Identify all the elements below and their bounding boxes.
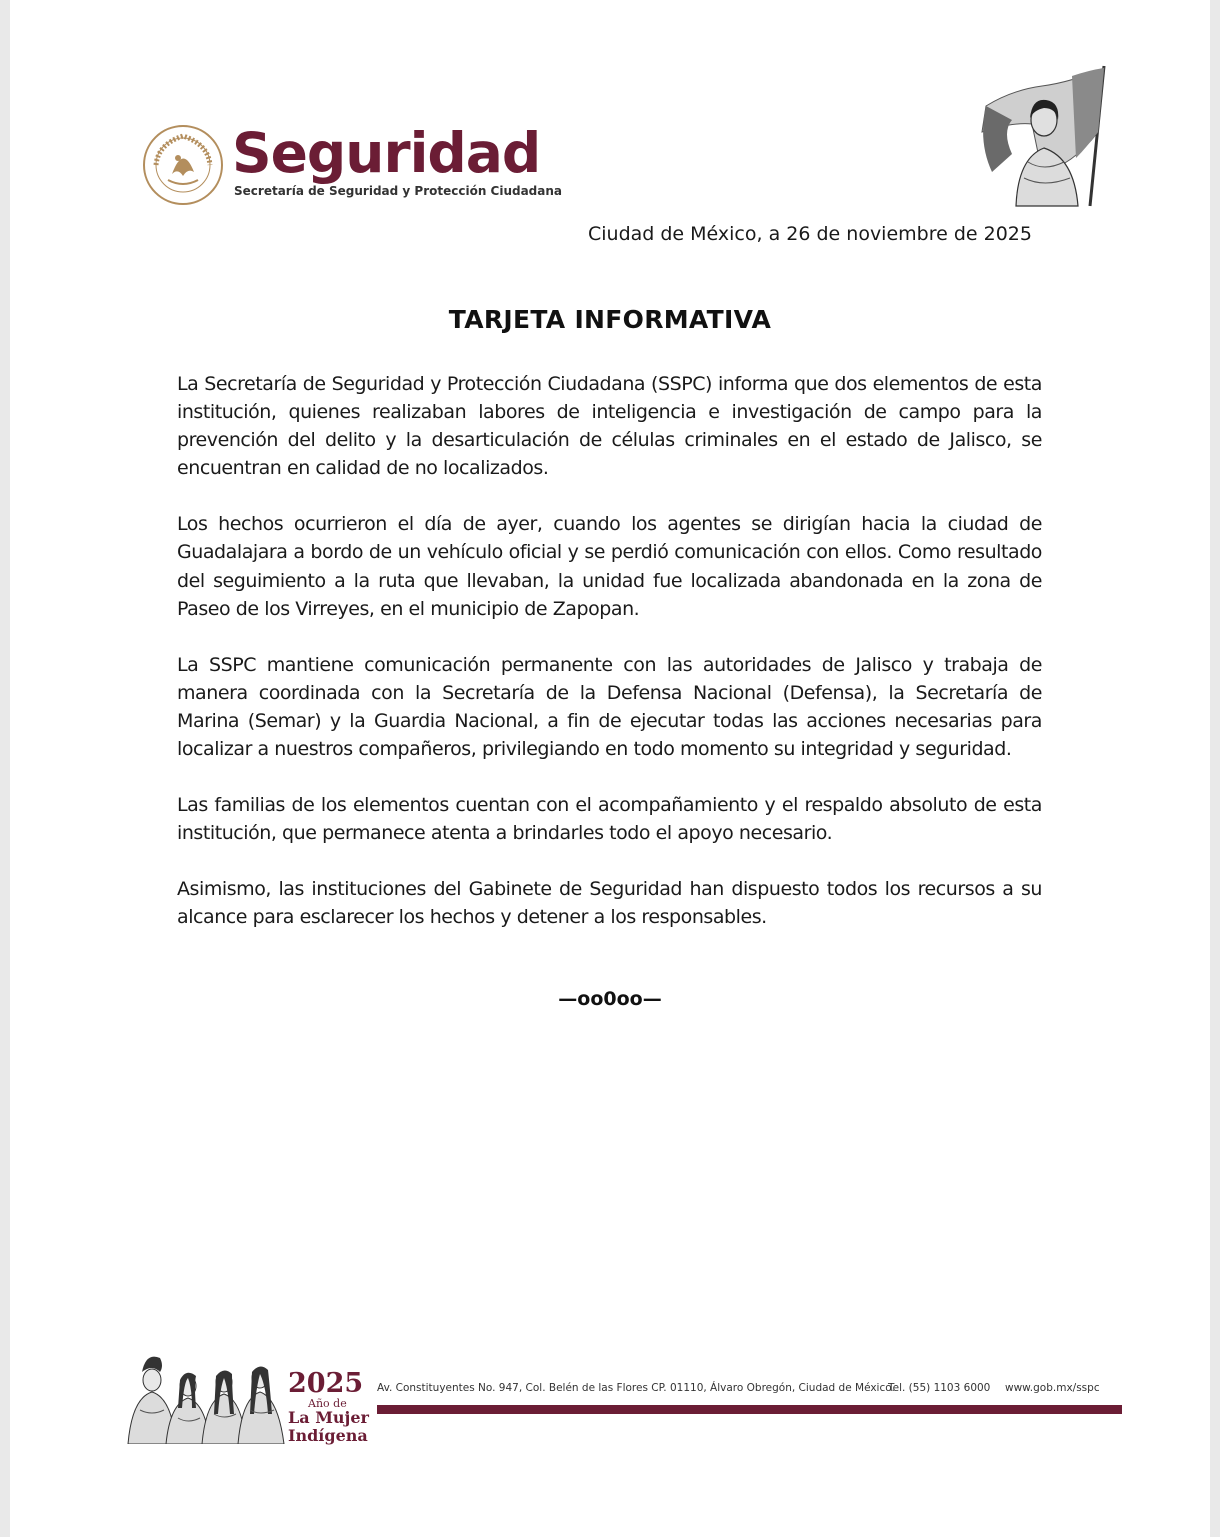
year-line-2: Indígena: [288, 1426, 368, 1445]
paragraph: Los hechos ocurrieron el día de ayer, cuando los agentes se dirigían hacia la ciudad de Guadalajara a bordo de un vehículo oficial y se perdió comunicación con ellos. Como resultado del seguimiento a la ruta que llevaban, la unidad fue localizada abandonada en la zona de Paseo de los Virreyes, en el municipio de Zapopan.: [177, 513, 1042, 620]
indigenous-women-illustration: [126, 1348, 286, 1444]
paragraph: Asimismo, las instituciones del Gabinete de Seguridad han dispuesto todos los recursos a su alcance para esclarecer los hechos y detener a los responsables.: [177, 878, 1042, 929]
coat-of-arms-seal-icon: [142, 124, 224, 206]
document-title: TARJETA INFORMATIVA: [448, 305, 772, 334]
paragraph: La SSPC mantiene comunicación permanente con las autoridades de Jalisco y trabaja de manera coordinada con la Secretaría de la Defensa Nacional (Defensa), la Secretaría de Marina (Semar) y la Guardia Nacional, a fin de ejecutar todas las acciones necesarias para localizar a nuestros compañeros, privilegiando en todo momento su integridad y seguridad.: [177, 653, 1042, 761]
paragraph: La Secretaría de Seguridad y Protección Ciudadana (SSPC) informa que dos elementos de esta institución, quienes realizaban labores de inteligencia e investigación de campo para la prevención del delito y la desarticulación de células criminales en el estado de Jalisco, se encuentran en calidad de no localizados.: [177, 373, 1042, 480]
woman-with-flag-illustration: [972, 62, 1112, 208]
footer-divider: [377, 1405, 1122, 1414]
dateline: Ciudad de México, a 26 de noviembre de 2025: [587, 223, 1032, 245]
year-badge: [288, 1370, 378, 1445]
document-body: [177, 370, 1042, 960]
document-page: [10, 0, 1210, 1537]
brand-subtitle: Secretaría de Seguridad y Protección Ciudadana: [234, 184, 563, 198]
footer-address: Av. Constituyentes No. 947, Col. Belén de las Flores CP. 01110, Álvaro Obregón, Ciudad de México.: [377, 1382, 895, 1394]
paragraph: Las familias de los elementos cuentan con el acompañamiento y el respaldo absoluto de esta institución, que permanece atenta a brindarles todo el apoyo necesario.: [177, 794, 1042, 845]
brand-title: Seguridad: [232, 121, 541, 185]
footer-website[interactable]: www.gob.mx/sspc: [1005, 1382, 1100, 1394]
year-subtitle: Año de: [308, 1397, 347, 1410]
footer-phone: Tel. (55) 1103 6000: [888, 1382, 991, 1394]
year-line-1: La Mujer: [288, 1408, 369, 1427]
closing-mark: —oo0oo—: [558, 988, 662, 1010]
year-number: 2025: [288, 1368, 364, 1399]
